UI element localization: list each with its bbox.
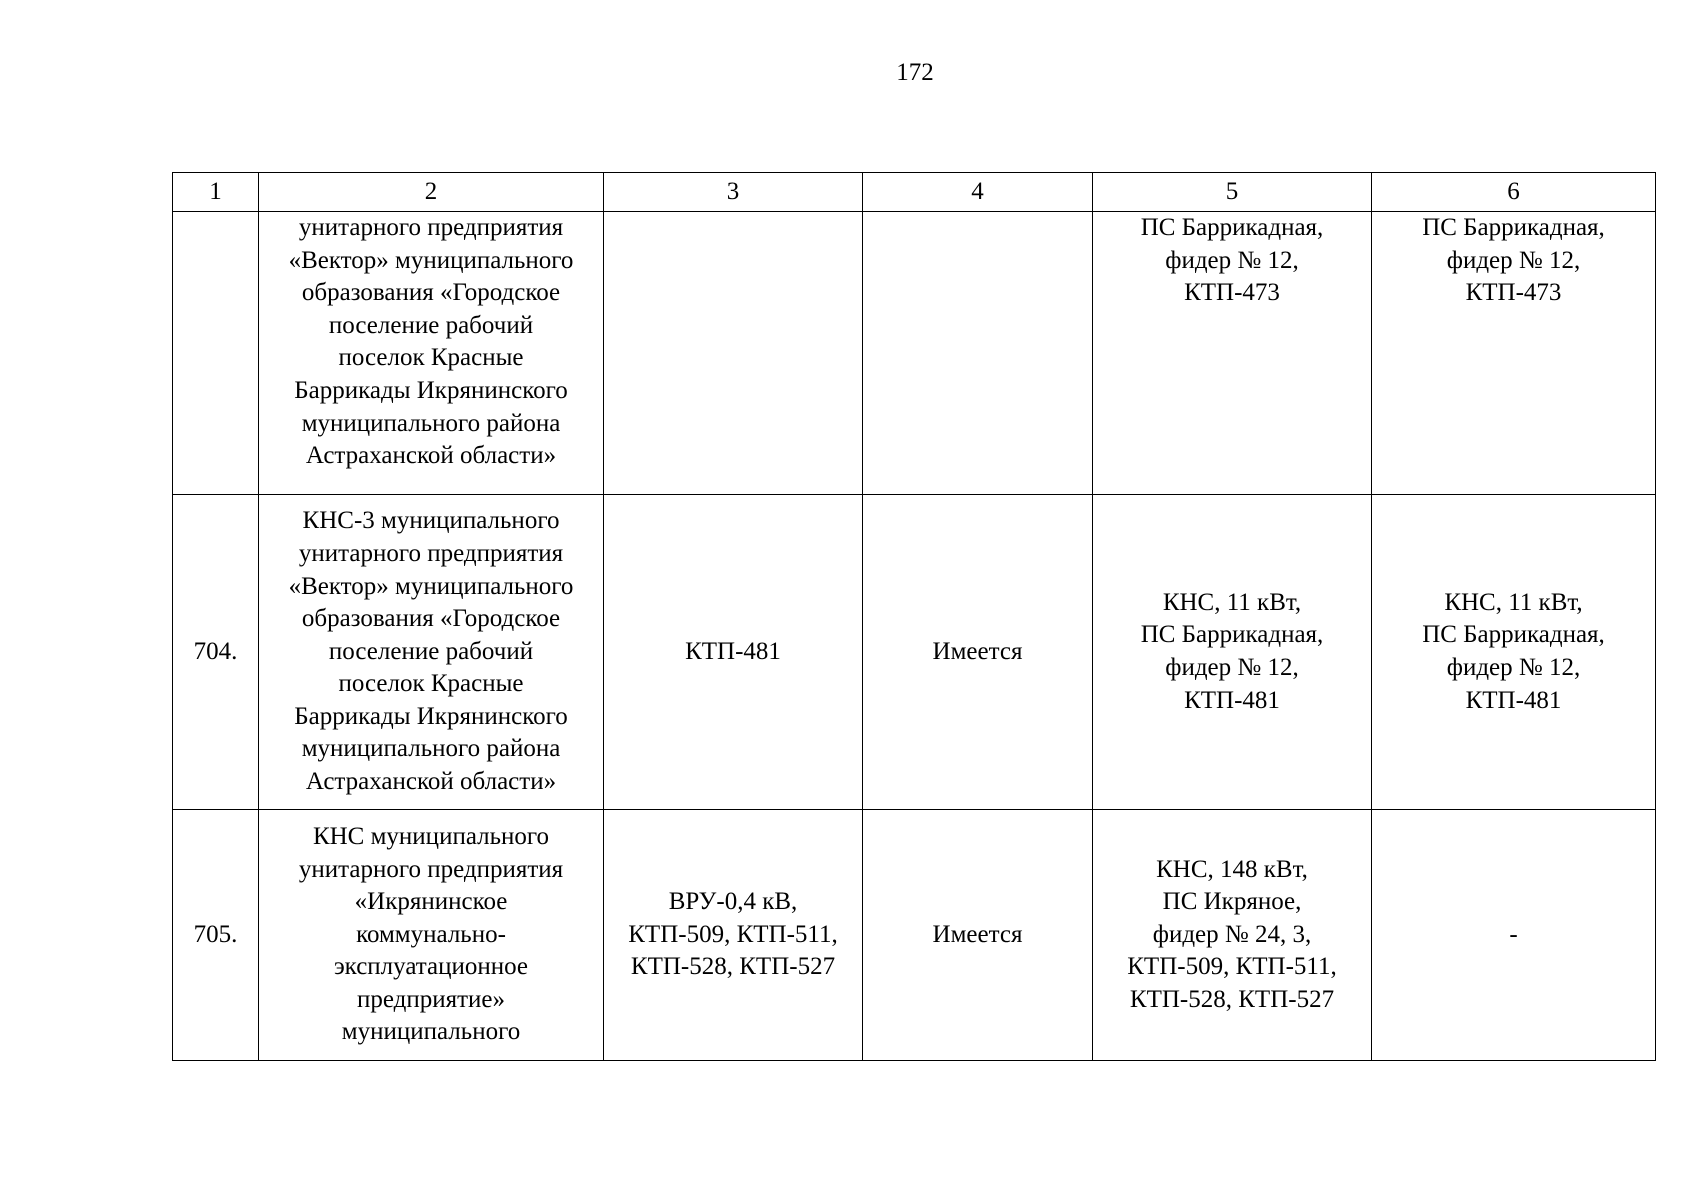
reserve-source: -	[1372, 810, 1656, 1061]
availability: Имеется	[863, 495, 1093, 810]
connection-point	[604, 212, 863, 495]
row-number: 704.	[173, 495, 259, 810]
availability	[863, 212, 1093, 495]
row-number: 705.	[173, 810, 259, 1061]
object-name: унитарного предприятия «Вектор» муниципального образования «Городское поселение рабочий поселок Красные Баррикады Икрянинского муниципального района Астраханской области»	[259, 212, 604, 495]
table-row	[173, 810, 1656, 1061]
object-name: КНС-3 муниципального унитарного предприятия «Вектор» муниципального образования «Городское поселение рабочий поселок Красные Баррикады Икрянинского муниципального района Астраханской области»	[259, 495, 604, 810]
table-row	[173, 212, 1656, 495]
reserve-source: ПС Баррикадная, фидер № 12, КТП-473	[1372, 212, 1656, 495]
header-cell-1: 1	[173, 173, 259, 212]
connection-point: ВРУ-0,4 кВ, КТП-509, КТП-511, КТП-528, КТП-527	[604, 810, 863, 1061]
table-header-row	[173, 173, 1656, 212]
availability: Имеется	[863, 810, 1093, 1061]
header-cell-4: 4	[863, 173, 1093, 212]
reserve-source: КНС, 11 кВт, ПС Баррикадная, фидер № 12, КТП-481	[1372, 495, 1656, 810]
connection-point: КТП-481	[604, 495, 863, 810]
header-cell-2: 2	[259, 173, 604, 212]
power-source: КНС, 148 кВт, ПС Икряное, фидер № 24, 3, КТП-509, КТП-511, КТП-528, КТП-527	[1093, 810, 1372, 1061]
table-row	[173, 495, 1656, 810]
data-table	[172, 172, 1656, 1061]
row-number	[173, 212, 259, 495]
header-cell-3: 3	[604, 173, 863, 212]
power-source: КНС, 11 кВт, ПС Баррикадная, фидер № 12, КТП-481	[1093, 495, 1372, 810]
object-name: КНС муниципального унитарного предприятия «Икрянинское коммунально- эксплуатационное предприятие» муниципального	[259, 810, 604, 1061]
page-number: 172	[896, 59, 934, 86]
header-cell-6: 6	[1372, 173, 1656, 212]
header-cell-5: 5	[1093, 173, 1372, 212]
power-source: ПС Баррикадная, фидер № 12, КТП-473	[1093, 212, 1372, 495]
